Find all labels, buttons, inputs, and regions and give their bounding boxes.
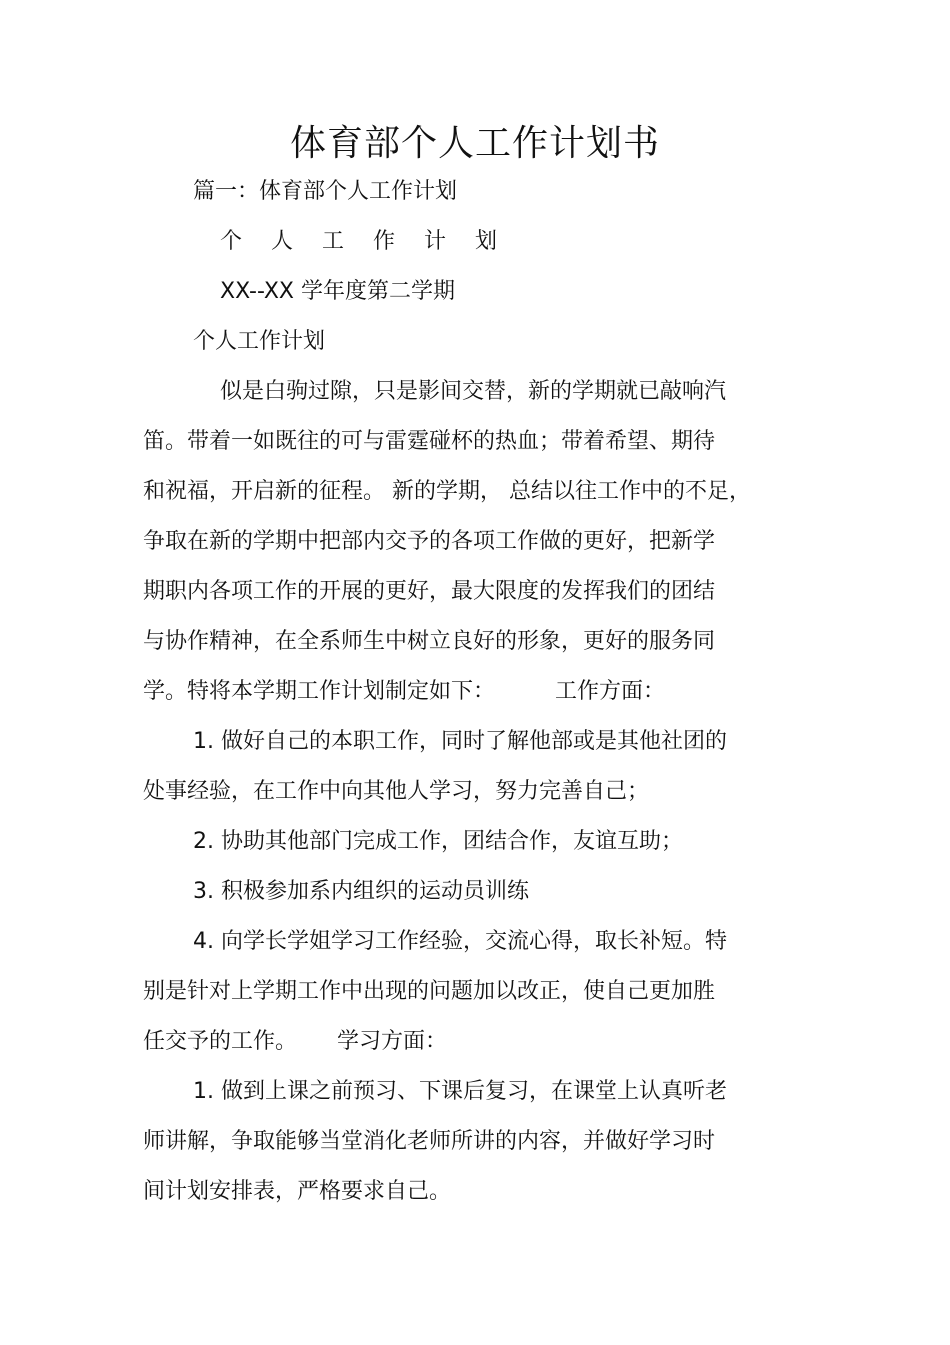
study-section-heading: 学习方面： [337, 1029, 448, 1054]
work-item-4-line: 别是针对上学期工作中出现的问题加以改正，使自己更加胜 [143, 979, 716, 1004]
term-line: XX--XX 学年度第二学期 [220, 279, 455, 304]
work-item-4-line-text: 任交予的工作。 [143, 1029, 298, 1054]
study-item-1-line: 1. 做到上课之前预习、下课后复习，在课堂上认真听老 [193, 1079, 727, 1104]
intro-paragraph-line: 和祝福，开启新的征程。 新的学期， 总结以往工作中的不足， [143, 479, 751, 504]
intro-last-text: 学。特将本学期工作计划制定如下： [143, 679, 496, 704]
intro-paragraph-line: 笛。带着一如既往的可与雷霆碰杯的热血；带着希望、期待 [143, 429, 716, 454]
work-section-heading: 工作方面： [555, 679, 666, 704]
work-item-4-line: 4. 向学长学姐学习工作经验，交流心得，取长补短。特 [193, 929, 727, 954]
study-item-1-line: 师讲解，争取能够当堂消化老师所讲的内容，并做好学习时 [143, 1129, 716, 1154]
work-item-1-line: 1. 做好自己的本职工作，同时了解他部或是其他社团的 [193, 729, 727, 754]
section-heading: 篇一：体育部个人工作计划 [193, 179, 458, 204]
work-item-2: 2. 协助其他部门完成工作，团结合作，友谊互助； [193, 829, 683, 854]
study-item-1-line: 间计划安排表，严格要求自己。 [143, 1179, 452, 1204]
intro-paragraph-line: 似是白驹过隙，只是影间交替，新的学期就已敲响汽 [220, 379, 727, 404]
plan-heading: 个 人 工 作 计 划 [220, 229, 508, 254]
document-title: 体育部个人工作计划书 [289, 123, 660, 164]
work-item-4-last-line [143, 1027, 447, 1057]
work-item-1-line: 处事经验，在工作中向其他人学习，努力完善自己； [143, 779, 650, 804]
intro-paragraph-line: 与协作精神，在全系师生中树立良好的形象，更好的服务同 [143, 629, 716, 654]
intro-paragraph-last-line [143, 677, 665, 707]
intro-paragraph-line: 期职内各项工作的开展的更好，最大限度的发挥我们的团结 [143, 579, 716, 604]
plan-label: 个人工作计划 [193, 329, 326, 354]
intro-paragraph-line: 争取在新的学期中把部内交予的各项工作做的更好，把新学 [143, 529, 716, 554]
work-item-3: 3. 积极参加系内组织的运动员训练 [193, 879, 529, 904]
